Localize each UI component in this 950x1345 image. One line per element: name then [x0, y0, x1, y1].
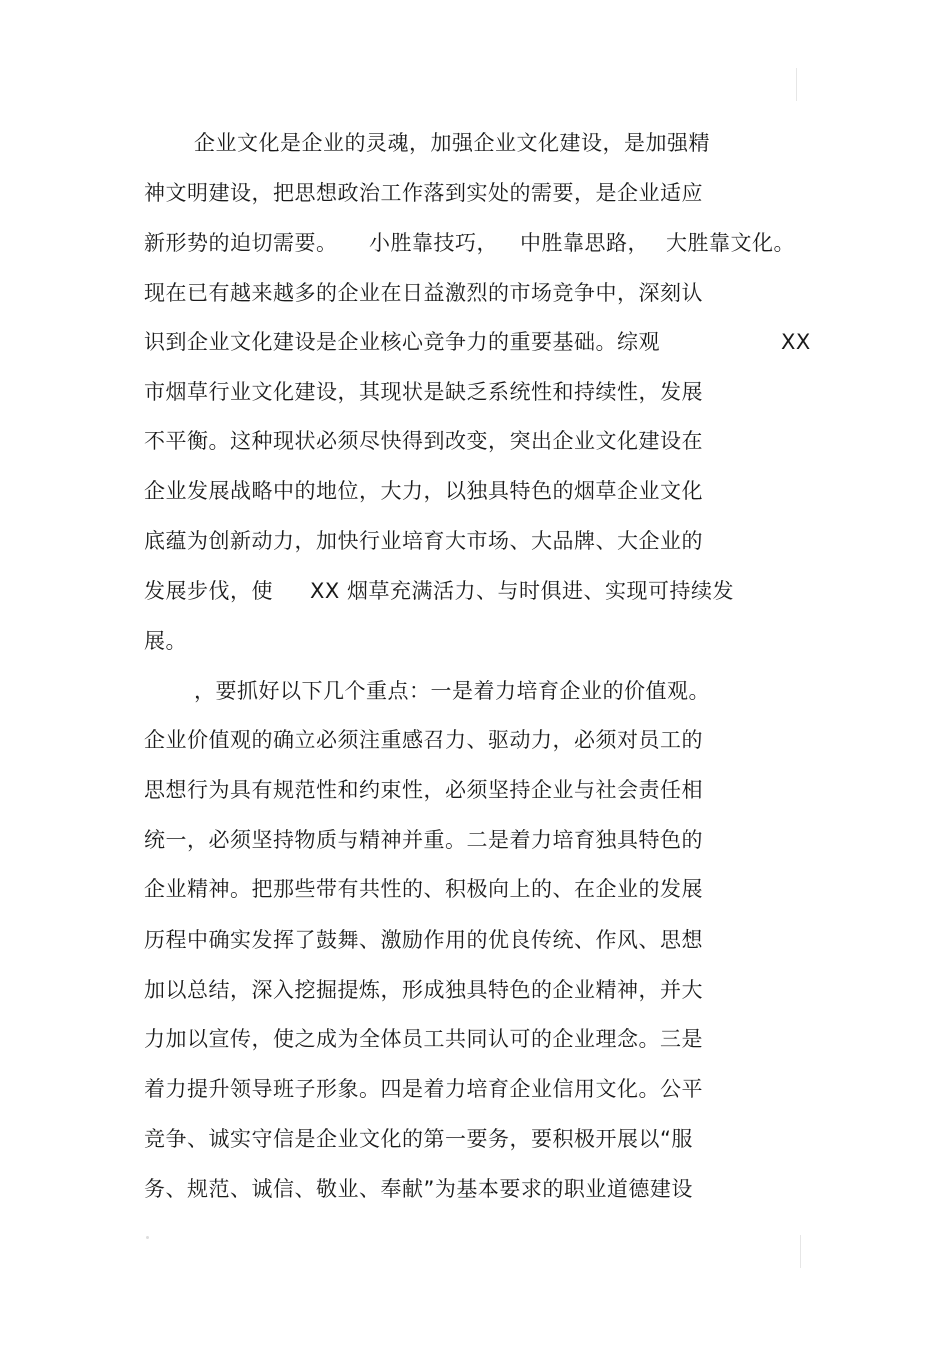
text-line: XX 烟草充满活力、与时俱进、实现可持续发: [310, 579, 734, 603]
text-line: 力加以宣传，使之成为全体员工共同认可的企业理念。三是: [144, 1027, 703, 1051]
text-line: 着力提升领导班子形象。四是着力培育企业信用文化。公平: [144, 1077, 703, 1101]
text-line: 加以总结，深入挖掘提炼，形成独具特色的企业精神，并大: [144, 978, 703, 1002]
text-line: 小胜靠技巧，: [369, 231, 498, 255]
text-line: 新形势的迫切需要。: [144, 231, 338, 255]
text-line: 不平衡。这种现状必须尽快得到改变，突出企业文化建设在: [144, 429, 703, 453]
text-line: 神文明建设，把思想政治工作落到实处的需要，是企业适应: [144, 181, 703, 205]
text-line: 统一，必须坚持物质与精神并重。二是着力培育独具特色的: [144, 828, 703, 852]
text-line: 思想行为具有规范性和约束性，必须坚持企业与社会责任相: [144, 778, 703, 802]
text-line: 现在已有越来越多的企业在日益激烈的市场竞争中，深刻认: [144, 281, 703, 305]
text-line: 识到企业文化建设是企业核心竞争力的重要基础。综观: [144, 330, 660, 354]
text-line: 历程中确实发挥了鼓舞、激励作用的优良传统、作风、思想: [144, 928, 703, 952]
page-speck: [146, 1236, 149, 1239]
text-line: 企业精神。把那些带有共性的、积极向上的、在企业的发展: [144, 877, 703, 901]
text-line: 企业文化是企业的灵魂，加强企业文化建设，是加强精: [194, 131, 710, 155]
text-line: ，要抓好以下几个重点：一是着力培育企业的价值观。: [194, 679, 710, 703]
text-line: 底蕴为创新动力，加快行业培育大市场、大品牌、大企业的: [144, 529, 703, 553]
text-line: 企业价值观的确立必须注重感召力、驱动力，必须对员工的: [144, 728, 703, 752]
text-line: 企业发展战略中的地位，大力，以独具特色的烟草企业文化: [144, 479, 703, 503]
text-line: 大胜靠文化。: [666, 231, 795, 255]
text-line: 展。: [144, 629, 187, 653]
page-edge-mark-top: [796, 68, 797, 101]
text-line: 务、规范、诚信、敬业、奉献”为基本要求的职业道德建设: [144, 1177, 693, 1201]
text-line: 市烟草行业文化建设，其现状是缺乏系统性和持续性，发展: [144, 380, 703, 404]
text-line: 发展步伐，使: [144, 579, 273, 603]
text-line: 中胜靠思路，: [520, 231, 649, 255]
text-line: XX: [781, 330, 811, 354]
page-edge-mark-bottom: [800, 1235, 801, 1268]
text-line: 竞争、诚实守信是企业文化的第一要务，要积极开展以“服: [144, 1127, 693, 1151]
